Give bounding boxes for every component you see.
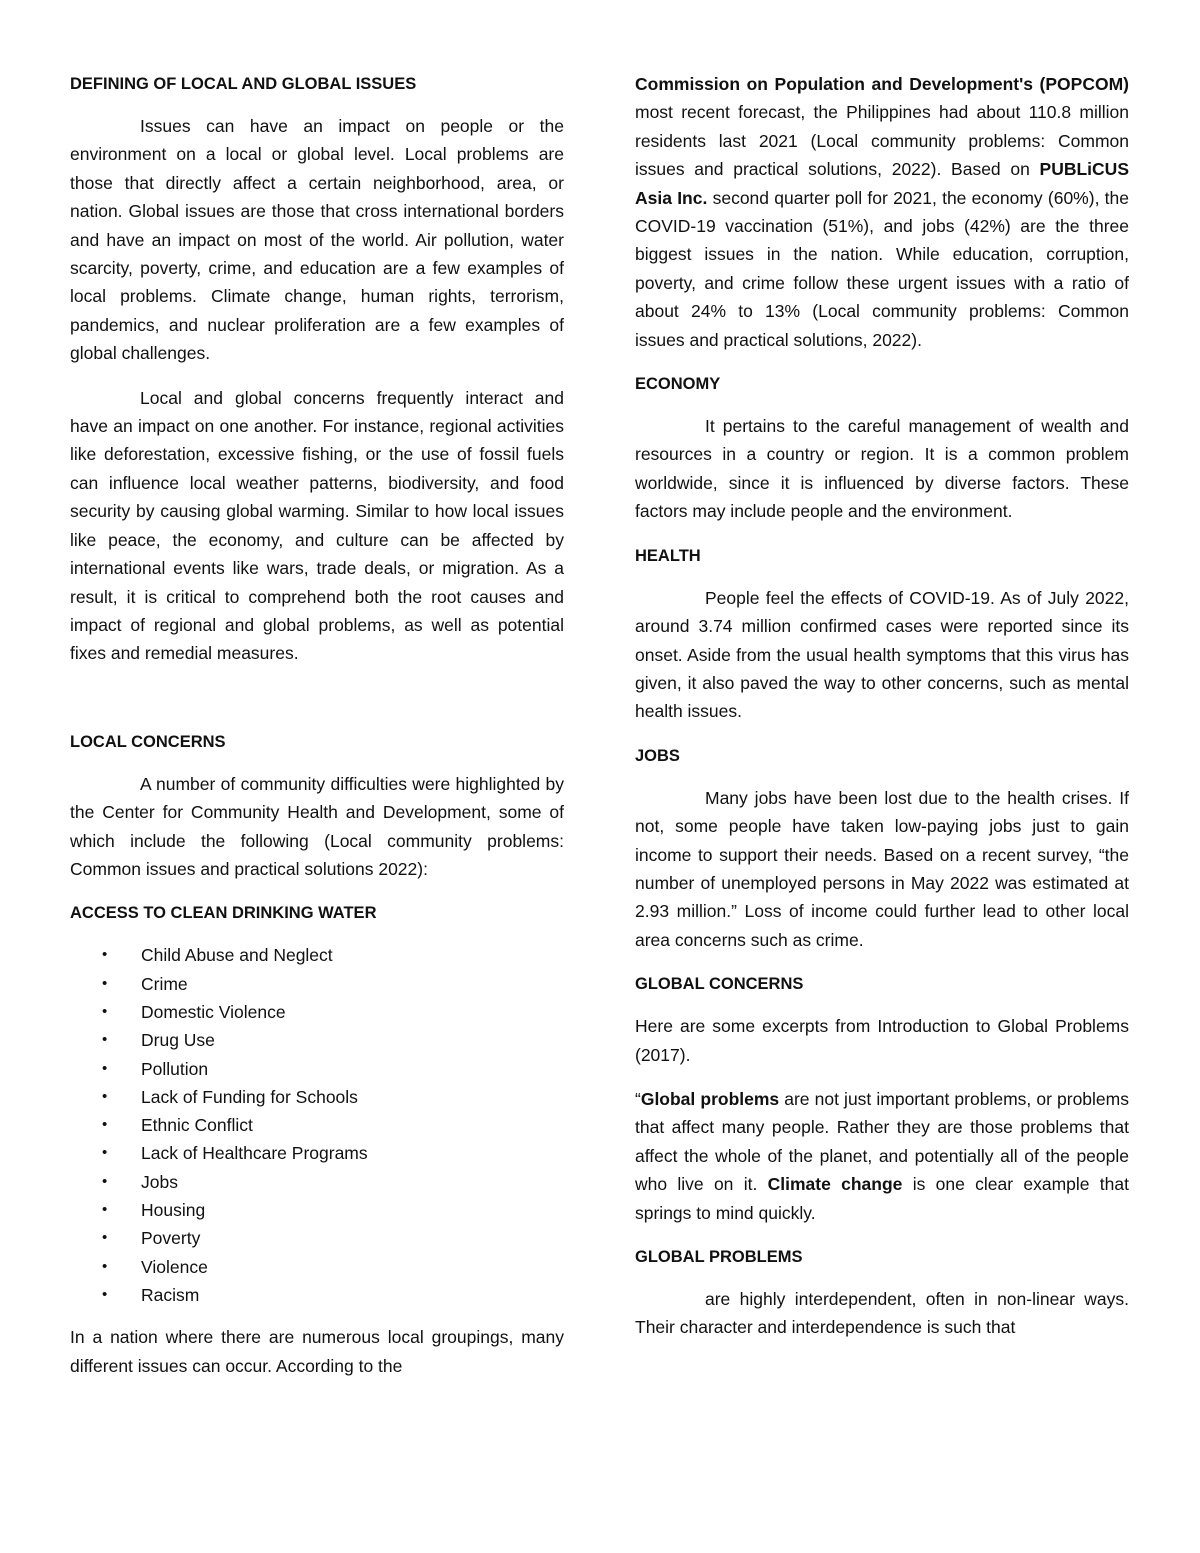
list-item bbox=[70, 1026, 564, 1054]
section-heading-global-problems: GLOBAL PROBLEMS bbox=[635, 1248, 803, 1266]
bullet-icon: • bbox=[102, 946, 108, 964]
list-item bbox=[70, 998, 564, 1026]
quote-bold-1: Global problems bbox=[640, 1088, 780, 1109]
concerns-list bbox=[70, 941, 564, 1309]
list-item bbox=[70, 1111, 564, 1139]
paragraph-jobs: Many jobs have been lost due to the health crises. If not, some people have taken low-paying jobs just to gain income to support their needs. Based on a recent survey, “the number of unemployed persons in May 2022 was estimated at 2.93 million.” Loss of income could further lead to other local area concerns such as crime. bbox=[635, 787, 1129, 950]
popcom-text-a: most recent forecast, the Philippines had about 110.8 million residents last 2021 (Local community problems: Common issues and practical solutions, 2022). Based on bbox=[635, 102, 1129, 180]
list-item bbox=[70, 1083, 564, 1111]
list-item-label: Jobs bbox=[141, 1171, 178, 1192]
list-item-label: Domestic Violence bbox=[141, 1001, 286, 1022]
list-item bbox=[70, 1224, 564, 1252]
paragraph-defining-1: Issues can have an impact on people or the environment on a local or global level. Local problems are those that directly affect a certain neighborhood, area, or nation. Global issues are those that cross international borders and have an impact on most of the world. Air pollution, water scarcity, poverty, crime, and education are a few examples of local problems. Climate change, human rights, terrorism, pandemics, and nuclear proliferation are a few examples of global challenges. bbox=[70, 116, 564, 364]
bullet-icon: • bbox=[102, 974, 108, 992]
section-heading-clean-water: ACCESS TO CLEAN DRINKING WATER bbox=[70, 904, 377, 923]
quote-text-b: is one clear example that springs to mind quickly. bbox=[635, 1174, 1129, 1223]
paragraph-popcom bbox=[635, 70, 1129, 354]
publicus-bold: PUBLiCUS Asia Inc. bbox=[635, 159, 1129, 208]
list-item-label: Lack of Healthcare Programs bbox=[141, 1143, 368, 1164]
spacer bbox=[70, 684, 564, 728]
paragraph-defining-2: Local and global concerns frequently interact and have an impact on one another. For instance, regional activities like deforestation, excessive fishing, or the use of fossil fuels can influence local weather patterns, biodiversity, and food security by causing global warming. Similar to how local issues like peace, the economy, and culture can be affected by international events like wars, trade deals, or migration. As a result, it is critical to comprehend both the root causes and impact of regional and global problems, as well as potential fixes and remedial measures. bbox=[70, 387, 564, 664]
paragraph-global-problems: are highly interdependent, often in non-linear ways. Their character and interdependence is such that bbox=[635, 1289, 1129, 1338]
paragraph-local-concerns: A number of community difficulties were highlighted by the Center for Community Health and Development, some of which include the following (Local community problems: Common issues and practical solutions 2022): bbox=[70, 773, 564, 879]
list-item bbox=[70, 1168, 564, 1196]
list-item bbox=[70, 1139, 564, 1167]
left-column bbox=[70, 70, 564, 1396]
bullet-icon: • bbox=[102, 1144, 108, 1162]
bullet-icon: • bbox=[102, 1229, 108, 1247]
paragraph-global-quote bbox=[635, 1085, 1129, 1227]
quote-bold-2: Climate change bbox=[767, 1174, 903, 1195]
bullet-icon: • bbox=[102, 1285, 108, 1303]
bullet-icon: • bbox=[102, 1201, 108, 1219]
section-heading-health: HEALTH bbox=[635, 546, 701, 565]
section-heading-jobs: JOBS bbox=[635, 746, 680, 765]
popcom-text-b: second quarter poll for 2021, the economy (60%), the COVID-19 vaccination (51%), and jobs (42%) are the three biggest issues in the nation. While education, corruption, poverty, and crime follow these urgent issues with a ratio of about 24% to 13% (Local community problems: Common issues and practical solutions, 2022). bbox=[635, 187, 1129, 350]
bullet-icon: • bbox=[102, 1257, 108, 1275]
paragraph-local-groupings: In a nation where there are numerous local groupings, many different issues can occur. According to the bbox=[70, 1327, 564, 1376]
list-item bbox=[70, 1196, 564, 1224]
list-item bbox=[70, 1055, 564, 1083]
right-column bbox=[635, 70, 1129, 1358]
list-item-label: Racism bbox=[141, 1284, 200, 1305]
list-item-label: Child Abuse and Neglect bbox=[141, 945, 333, 966]
bullet-icon: • bbox=[102, 1059, 108, 1077]
paragraph-global-concerns: Here are some excerpts from Introduction to Global Problems (2017). bbox=[635, 1016, 1129, 1065]
list-item-label: Violence bbox=[141, 1256, 208, 1277]
list-item-label: Crime bbox=[141, 973, 188, 994]
list-item bbox=[70, 1281, 564, 1309]
section-heading-defining: DEFINING OF LOCAL AND GLOBAL ISSUES bbox=[70, 75, 417, 93]
section-heading-economy: ECONOMY bbox=[635, 375, 721, 394]
list-item-label: Ethnic Conflict bbox=[141, 1115, 253, 1136]
popcom-bold: Commission on Population and Development's (POPCOM) bbox=[635, 74, 1129, 94]
list-item bbox=[70, 941, 564, 969]
paragraph-health: People feel the effects of COVID-19. As of July 2022, around 3.74 million confirmed cases were reported since its onset. Aside from the usual health symptoms that this virus has given, it also paved the way to other concerns, such as mental health issues. bbox=[635, 587, 1129, 722]
quote-open: “ bbox=[635, 1088, 641, 1109]
section-heading-local-concerns: LOCAL CONCERNS bbox=[70, 732, 226, 751]
bullet-icon: • bbox=[102, 1172, 108, 1190]
list-item bbox=[70, 1253, 564, 1281]
paragraph-economy: It pertains to the careful management of wealth and resources in a country or region. It is a common problem worldwide, since it is influenced by diverse factors. These factors may include people and the environment. bbox=[635, 416, 1129, 522]
list-item-label: Drug Use bbox=[141, 1030, 215, 1051]
bullet-icon: • bbox=[102, 1002, 108, 1020]
bullet-icon: • bbox=[102, 1031, 108, 1049]
list-item-label: Housing bbox=[141, 1200, 206, 1221]
list-item-label: Poverty bbox=[141, 1228, 201, 1249]
section-heading-global-concerns: GLOBAL CONCERNS bbox=[635, 975, 804, 994]
list-item bbox=[70, 970, 564, 998]
bullet-icon: • bbox=[102, 1087, 108, 1105]
list-item-label: Pollution bbox=[141, 1058, 209, 1079]
quote-text-a: are not just important problems, or problems that affect many people. Rather they are those problems that affect the whole of the planet, and potentially all of the people who live on it. bbox=[635, 1088, 1129, 1195]
bullet-icon: • bbox=[102, 1116, 108, 1134]
list-item-label: Lack of Funding for Schools bbox=[141, 1086, 358, 1107]
